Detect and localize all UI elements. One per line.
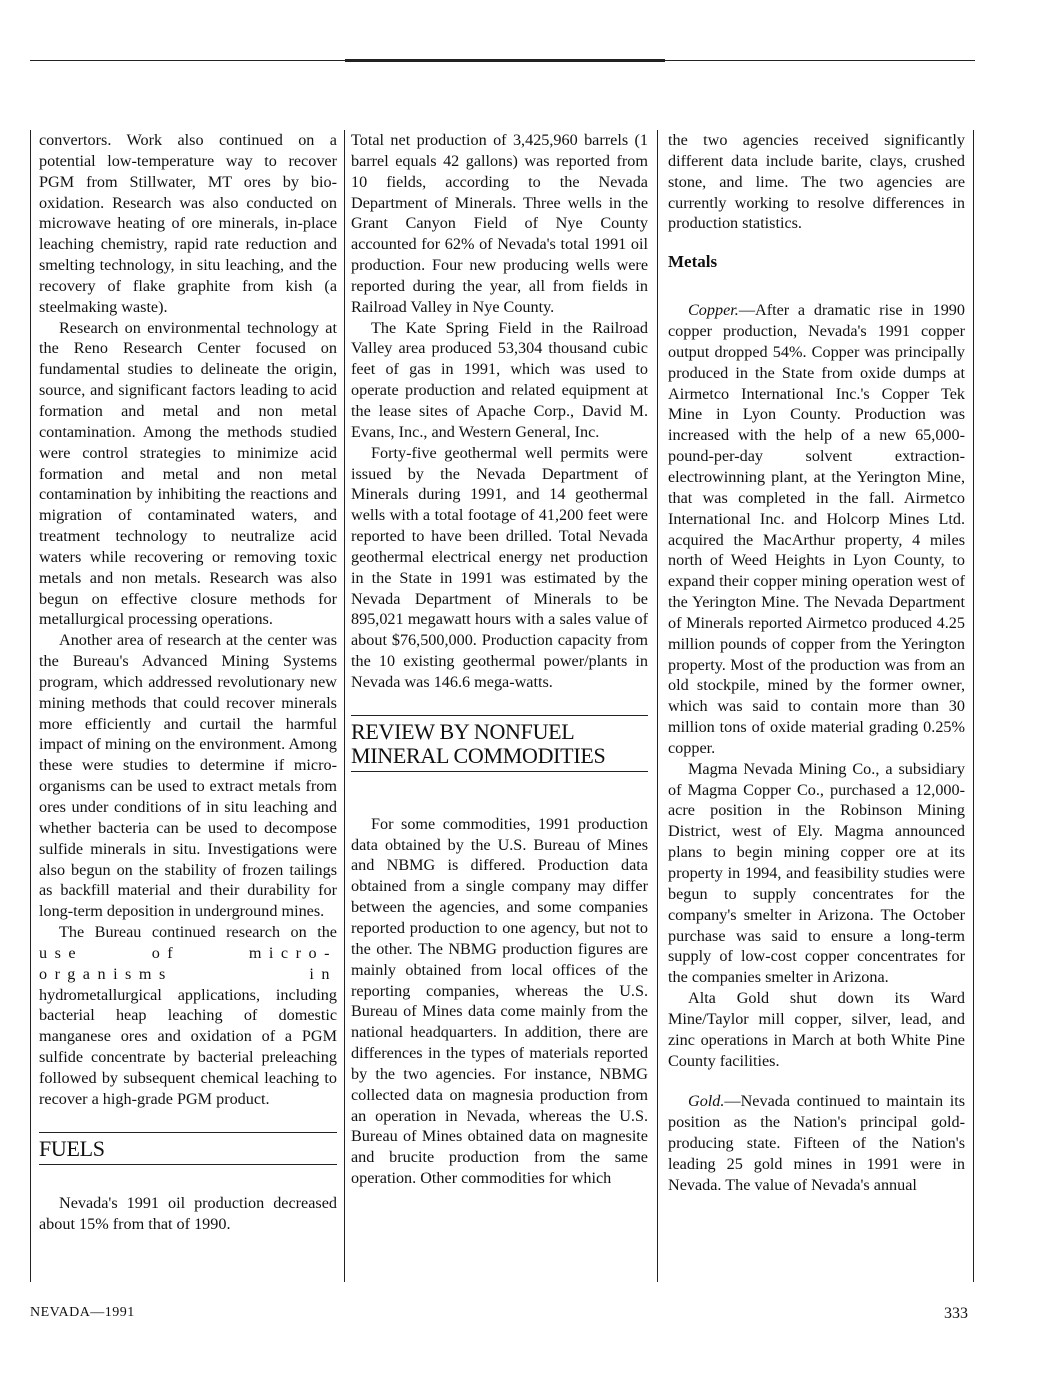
paragraph: Magma Nevada Mining Co., a subsidiary of Magma Copper Co., purchased a 12,000-acre position in the Robinson Mining District, west of Ely. Magma announced plans to begin mining copper ore at its property in 1994, and feasibility studies were begun to supply concentrates for the company's smelter in Arizona. The October purchase was said to ensure a long-term supply of low-cost copper concentrates for the companies smelter in Arizona.	[668, 759, 965, 987]
section-heading-fuels: FUELS	[39, 1132, 337, 1165]
paragraph-gold	[668, 1091, 965, 1195]
page-number: 333	[944, 1305, 968, 1322]
spacer	[668, 1071, 965, 1091]
paragraph: convertors. Work also continued on a potential low-temperature way to recover PGM from Stillwater, MT ores by bio-oxidation. Research was also conducted on microwave heating of ore minerals, in-place leaching chemistry, rapid rate reduction and smelting technology, in situ leaching, and the recovery of flake graphite from kish (a steelmaking waste).	[39, 131, 337, 316]
run-in-label-gold: Gold.	[688, 1092, 725, 1111]
text-run: use of micro-organisms in	[39, 943, 337, 983]
heading-line: MINERAL COMMODITIES	[351, 742, 606, 768]
column-2	[344, 130, 656, 1282]
paragraph: For some commodities, 1991 production data obtained by the U.S. Bureau of Mines and NBMG is differed. Production data obtained from a single company may differ between the agencies, and some companies reported production to one agency, but not to the other. The NBMG production figures are mainly obtained from local offices of the reporting companies, whereas the U.S. Bureau of Mines data come mainly from the national headquarters. In addition, there are differences in the types of materials reported by the two agencies. For instance, NBMG collected data on magnesia production from an operation in Nevada, whereas the U.S. Bureau of Mines obtained data on magnesite and brucite production from the same operation. Other commodities for which	[351, 814, 648, 1188]
paragraph: Alta Gold shut down its Ward Mine/Taylor mill copper, silver, lead, and zinc operations in March at both White Pine County facilities.	[668, 989, 965, 1070]
top-rule-accent	[345, 59, 665, 62]
text-run: hydrometallurgical applications, including bacterial heap leaching of domestic manganese ores and oxidation of a PGM sulfide concentrate by bacterial preleaching followed by subsequent chemical leaching to recover a high-grade PGM product.	[39, 985, 337, 1108]
paragraph-copper	[668, 300, 965, 759]
paragraph: The Kate Spring Field in the Railroad Valley area produced 53,304 thousand cubic feet of gas in 1991, which was used to operate production and related equipment at the lease sites of Apache Corp., David M. Evans, Inc., and Western General, Inc.	[351, 318, 648, 441]
paragraph: Another area of research at the center was the Bureau's Advanced Mining Systems program, which addressed revolutionary new mining methods that could recover minerals more efficiently and curtail the harmful impact of mining on the environment. Among these were studies to determine if micro-organisms can be used to extract metals from ores under conditions of in situ leaching and whether bacteria can be used to decompose sulfide minerals in situ. Investigations were also begun on the stability of frozen tailings as backfill material and their durability for long-term deposition in underground mines.	[39, 631, 337, 921]
paragraph: Forty-five geothermal well permits were issued by the Nevada Department of Minerals during 1991, and 14 geothermal wells with a total footage of 41,200 feet were reported to have been drilled. Total Nevada geothermal electrical energy net production in the State in 1991 was estimated by the Nevada Department of Minerals to be 895,021 megawatt hours with a sales value of about $76,500,000. Production capacity from the 10 existing geothermal power/plants in Nevada was 146.6 mega-watts.	[351, 443, 648, 691]
paragraph	[39, 922, 337, 1110]
column-3	[657, 130, 974, 1282]
run-in-label-copper: Copper.	[688, 301, 739, 320]
paragraph: the two agencies received significantly different data include barite, clays, crushed stone, and lime. The two agencies are currently working to resolve differences in production statistics.	[668, 131, 965, 233]
heading-line: REVIEW BY NONFUEL	[351, 718, 575, 744]
column-1	[30, 130, 337, 1282]
text-run: —After a dramatic rise in 1990 copper production, Nevada's 1991 copper output dropped 54%. Copper was principally produced in the State from oxide dumps at Airmetco International Inc.'s Copper Tek Mine in Lyon County. Production was increased with the help of a new 65,000-pound-per-day solvent extraction-electrowinning plant, at the Yerington Mine, that was completed in the fall. Airmetco International Inc. and Holcorp Mines Ltd. acquired the MacArthur property, 4 miles north of Weed Heights in Lyon County, to expand their copper mining operation west of the Yerington Mine. The Nevada Department of Minerals reported Airmetco produced 4.25 million pounds of copper from the Yerington property. Most of the production was from an old stockpile, mined by the former owner, which was said to contain more than 30 million tons of oxide material grading 0.25% copper.	[668, 301, 965, 757]
text-run: The Bureau continued research on the	[59, 923, 337, 942]
paragraph: Total net production of 3,425,960 barrels (1 barrel equals 42 gallons) was reported from 10 fields, according to the Nevada Department of Minerals. Three wells in the Grant Canyon Field of Nye County accounted for 62% of Nevada's total 1991 oil production. Four new producing wells were reported during the year, all from fields in Railroad Valley in Nye County.	[351, 131, 648, 316]
text-run: —Nevada continued to maintain its position as the Nation's principal gold-producing state. Fifteen of the Nation's leading 25 gold mines in 1991 were in Nevada. The value of Nevada's annual	[668, 1092, 965, 1194]
subheading-metals: Metals	[668, 252, 718, 272]
section-heading-review	[351, 715, 648, 772]
paragraph: Research on environmental technology at the Reno Research Center focused on fundamental studies to delineate the origin, source, and significant factors leading to acid formation and metal and non metal contamination. Among the methods studied were control strategies to minimize acid formation and metal and non metal contamination by inhibiting the reactions and migration of contaminated waters, and treatment technology to neutralize acid waters while recovering or removing toxic metals and non metals. Research was also begun on effective closure methods for metallurgical processing operations.	[39, 318, 337, 629]
paragraph: Nevada's 1991 oil production decreased about 15% from that of 1990.	[39, 1193, 337, 1233]
running-footer: NEVADA—1991	[30, 1305, 135, 1320]
